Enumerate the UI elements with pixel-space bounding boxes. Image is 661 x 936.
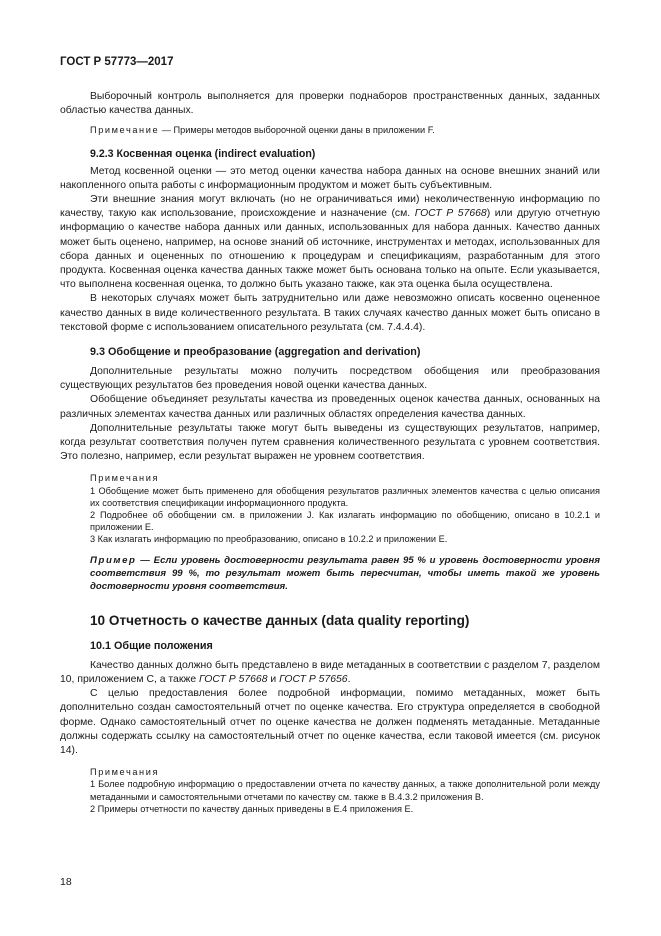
section-9-2-3-title: 9.2.3 Косвенная оценка (indirect evaluation): [90, 147, 316, 160]
paragraph-intro: Выборочный контроль выполняется для проверки поднаборов пространственных данных, заданных областью качества данных.: [60, 91, 600, 117]
text-part: .: [347, 673, 351, 685]
note-item: 2 Подробнее об обобщении см. в приложении J. Как излагать информацию по обобщению, описано в 10.2.1 и приложении E.: [90, 510, 600, 533]
text-part: Качество данных должно быть представлено в виде метаданных в соответствии с разделом 7, разделом 10, приложением C, а также: [60, 659, 600, 685]
note-item: 2 Примеры отчетности по качеству данных приведены в E.4 приложения E.: [90, 803, 414, 814]
standard-reference: ГОСТ Р 57656: [279, 673, 348, 685]
document-header: ГОСТ Р 57773—2017: [60, 56, 174, 68]
text-part: ) или другую отчетную информацию о качестве набора данных или данных, использованных для набора данных. Качество данных может быть оценено, например, на основе знаний об источнике, инструментах и методах, использованных для сбора данных и оцененных по отношению к процедурам и спецификациям, разработанным для этого продукта. Косвенная оценка качества данных также может быть основана только на опыте. Если указывается, что выполнена косвенная оценка, то должно быть указано также, как эта оценка была осуществлена.: [60, 208, 600, 291]
text-part: Эти внешние знания могут включать (но не ограничиваться ими) неколичественную информацию по качеству, такую как использование, происхождение и назначение (см.: [60, 194, 600, 220]
standard-reference: ГОСТ Р 57668: [199, 673, 268, 685]
paragraph-9-3-3: Дополнительные результаты также могут быть выведены из существующих результатов, например, когда результат соответствия получен путем сравнения количественного результата с уровнем соответствия. Это полезно, например, если результат выражен не уровнем соответствия.: [60, 422, 600, 463]
paragraph-9-2-3-3: В некоторых случаях может быть затруднительно или даже невозможно описать косвенно оцененное качество данных в виде количественного результата. В таких случаях качество данных может быть описано в текстовой форме с использованием описательного результата (см. 7.4.4.4).: [60, 293, 600, 333]
notes-label-text: Примечания: [90, 473, 160, 484]
paragraph-9-2-3-2: [60, 193, 600, 292]
section-10-1-title: 10.1 Общие положения: [90, 639, 213, 652]
section-10-title: 10 Отчетность о качестве данных (data quality reporting): [90, 612, 470, 628]
note-item: 1 Обобщение может быть применено для обобщения результатов различных элементов качества с целью описания их соответствия спецификации информационного продукта.: [90, 485, 600, 508]
page-content: [60, 56, 600, 815]
paragraph-9-3-1: Дополнительные результаты можно получить посредством обобщения или преобразования существующих результатов без проведения новой оценки качества данных.: [60, 366, 600, 392]
example-label: Пример: [90, 554, 137, 566]
notes-label: [60, 472, 600, 484]
example-block: [60, 554, 600, 593]
standard-reference: ГОСТ Р 57668: [414, 208, 487, 220]
note-text: — Примеры методов выборочной оценки даны в приложении F.: [159, 125, 435, 136]
paragraph-10-1-2: С целью предоставления более подробной информации, помимо метаданных, может быть дополнительно создан самостоятельный отчет по оценке качества. Его структура определяется в свободной форме. Однако самостоятельный отчет по оценке качества не должен подменять метаданные. Метаданные должны содержать ссылку на самостоятельный отчет по оценке качества, если таковой имеется (см. рисунок 14).: [60, 688, 600, 756]
text-part: и: [267, 673, 280, 685]
paragraph-9-3-2: Обобщение объединяет результаты качества из проведенных оценок качества данных, основанных на различных элементах качества данных или различных областях определения качества данных.: [60, 394, 600, 420]
note-label: Примечание: [90, 125, 160, 136]
notes-label-text: Примечания: [90, 767, 160, 778]
example-text: — Если уровень достоверности результата равен 95 % и уровень достоверности уровня соответствия 99 %, то результат может быть пересчитан, чтобы иметь такой же уровень достоверности уровня соответствия.: [90, 554, 600, 592]
page-number: 18: [60, 876, 72, 888]
note-item: 3 Как излагать информацию по преобразованию, описано в 10.2.2 и приложении E.: [90, 534, 448, 545]
paragraph-10-1-1: [60, 659, 600, 687]
notes-label: [60, 766, 600, 778]
note-item: 1 Более подробную информацию о предоставлении отчета по качеству данных, а также дополнительной роли между метаданными и самостоятельными отчетами по качеству см. также в B.4.3.2 приложения B.: [90, 779, 600, 802]
section-9-3-title: 9.3 Обобщение и преобразование (aggregation and derivation): [90, 346, 421, 359]
paragraph-9-2-3-1: Метод косвенной оценки — это метод оценки качества набора данных на основе внешних знаний или накопленного опыта работы с информационным продуктом и может быть субъективным.: [60, 165, 600, 191]
note-sampling: [60, 124, 600, 136]
